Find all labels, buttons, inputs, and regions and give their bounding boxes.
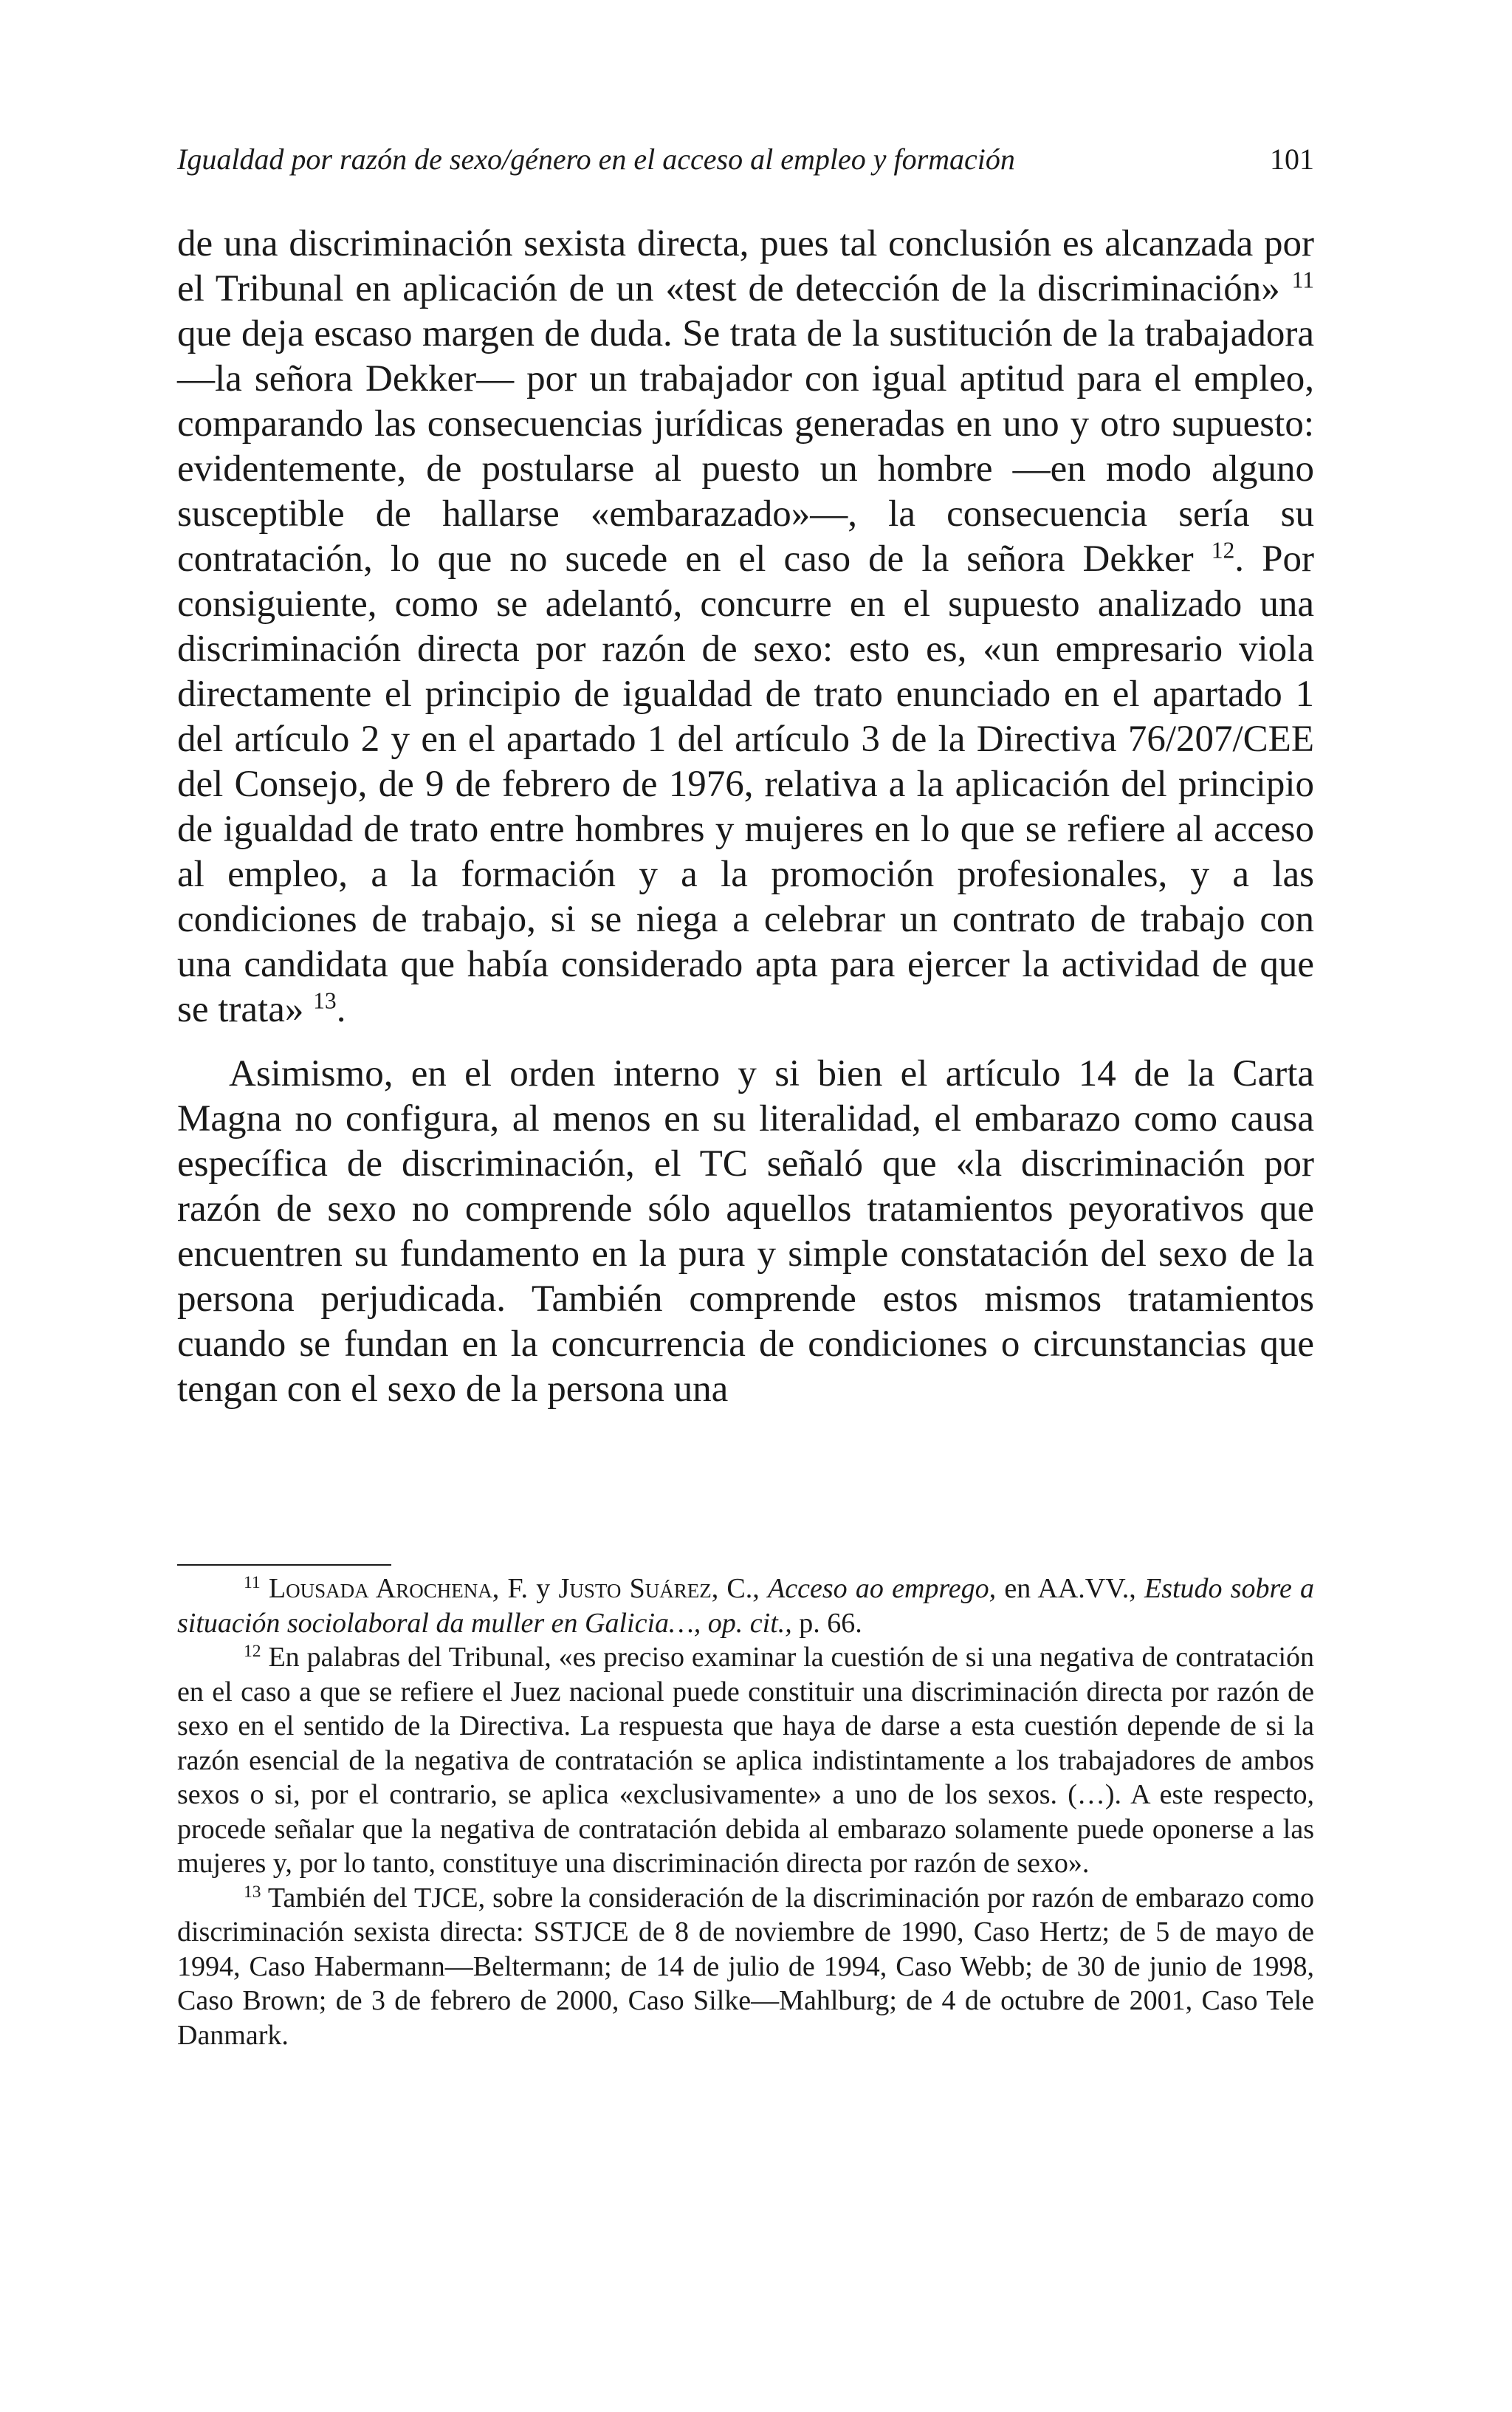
footnote-ref-11: 11 bbox=[1291, 267, 1314, 293]
paragraph-1-part-4: . bbox=[336, 989, 346, 1030]
footnote-11-author-1: Lousada Arochena bbox=[268, 1573, 492, 1604]
footnote-11-text-3: en AA.VV., bbox=[996, 1573, 1144, 1604]
footnote-11-text-2: , C., bbox=[711, 1573, 769, 1604]
running-header bbox=[177, 137, 1314, 182]
running-title: Igualdad por razón de sexo/género en el acceso al empleo y formación bbox=[177, 143, 1015, 176]
paragraph-1 bbox=[177, 222, 1314, 1032]
footnotes bbox=[177, 1572, 1314, 2052]
paragraph-1-part-3: . Por consiguiente, como se adelantó, concurre en el supuesto analizado una discriminación directa por razón de sexo: esto es, «un empresario viola directamente el principio de igualdad de trato enunciado en el apartado 1 del artículo 2 y en el apartado 1 del artículo 3 de la Directiva 76/207/CEE del Consejo, de 9 de febrero de 1976, relativa a la aplicación del principio de igualdad de trato entre hombres y mujeres en lo que se refiere al acceso al empleo, a la formación y a la promoción profesionales, y a las condiciones de trabajo, si se niega a celebrar un contrato de trabajo con una candidata que había considerado apta para ejercer la actividad de que se trata» bbox=[177, 538, 1314, 1030]
footnote-12 bbox=[177, 1640, 1314, 1881]
footnote-13-text: También del TJCE, sobre la consideración de la discriminación por razón de embarazo como discriminación sexista directa: SSTJCE de 8 de noviembre de 1990, Caso Hertz; de 5 de mayo de 1994, Caso Habermann—Beltermann; de 14 de julio de 1994, Caso Webb; de 30 de junio de 1998, Caso Brown; de 3 de febrero de 2000, Caso Silke—Mahlburg; de 4 de octubre de 2001, Caso Tele Danmark. bbox=[177, 1882, 1314, 2051]
footnote-11-title-2: Estudo sobre a situación sociolaboral da muller en Galicia…, op. cit., bbox=[177, 1573, 1315, 1639]
footnote-11-number: 11 bbox=[244, 1573, 261, 1593]
paragraph-2: Asimismo, en el orden interno y si bien el artículo 14 de la Carta Magna no configura, al menos en su literalidad, el embarazo como causa específica de discriminación, el TC señaló que «la discriminación por razón de sexo no comprende sólo aquellos tratamientos peyorativos que encuentren su fundamento en la pura y simple constatación del sexo de la persona perjudicada. También comprende estos mismos tratamientos cuando se fundan en la concurrencia de condiciones o circunstancias que tengan con el sexo de la persona una bbox=[177, 1053, 1314, 1410]
footnote-12-text: En palabras del Tribunal, «es preciso examinar la cuestión de si una negativa de contratación en el caso a que se refiere el Juez nacional puede constituir una discriminación directa por razón de sexo en el sentido de la Directiva. La respuesta que haya de darse a esta cuestión depende de si la razón esencial de la negativa de contratación se aplica indistintamente a los trabajadores de ambos sexos o si, por el contrario, se aplica «exclusivamente» a uno de los sexos. (…). A este respecto, procede señalar que la negativa de contratación debida al embarazo solamente puede oponerse a las mujeres y, por lo tanto, constituye una discriminación directa por razón de sexo». bbox=[177, 1642, 1315, 1879]
footnote-11-text-4: p. 66. bbox=[791, 1607, 862, 1639]
footnote-ref-13: 13 bbox=[313, 987, 337, 1014]
main-text bbox=[177, 222, 1314, 1412]
footnote-13 bbox=[177, 1881, 1314, 2053]
paragraph-1-part-2: que deja escaso margen de duda. Se trata de la sustitución de la trabajadora —la señora Dekker— por un trabajador con igual aptitud para el empleo, comparando las consecuencias jurídicas generadas en uno y otro supuesto: evidentemente, de postularse al puesto un hombre —en modo alguno susceptible de hallarse «embarazado»—, la consecuencia sería su contratación, lo que no sucede en el caso de la señora Dekker bbox=[177, 313, 1314, 580]
footnote-13-number: 13 bbox=[244, 1882, 261, 1902]
footnote-11-text-1: , F. y bbox=[492, 1573, 559, 1604]
footnote-11 bbox=[177, 1572, 1314, 1640]
footnote-11-author-2: Justo Suárez bbox=[558, 1573, 712, 1604]
footnote-12-number: 12 bbox=[244, 1642, 261, 1662]
footnote-ref-12: 12 bbox=[1211, 537, 1235, 563]
page-number: 101 bbox=[1270, 143, 1314, 176]
footnote-11-title-1: Acceso ao emprego, bbox=[768, 1573, 997, 1604]
paragraph-1-part-1: de una discriminación sexista directa, pues tal conclusión es alcanzada por el Tribunal en aplicación de un «test de detección de la discriminación» bbox=[177, 223, 1314, 309]
footnote-separator bbox=[177, 1564, 391, 1566]
